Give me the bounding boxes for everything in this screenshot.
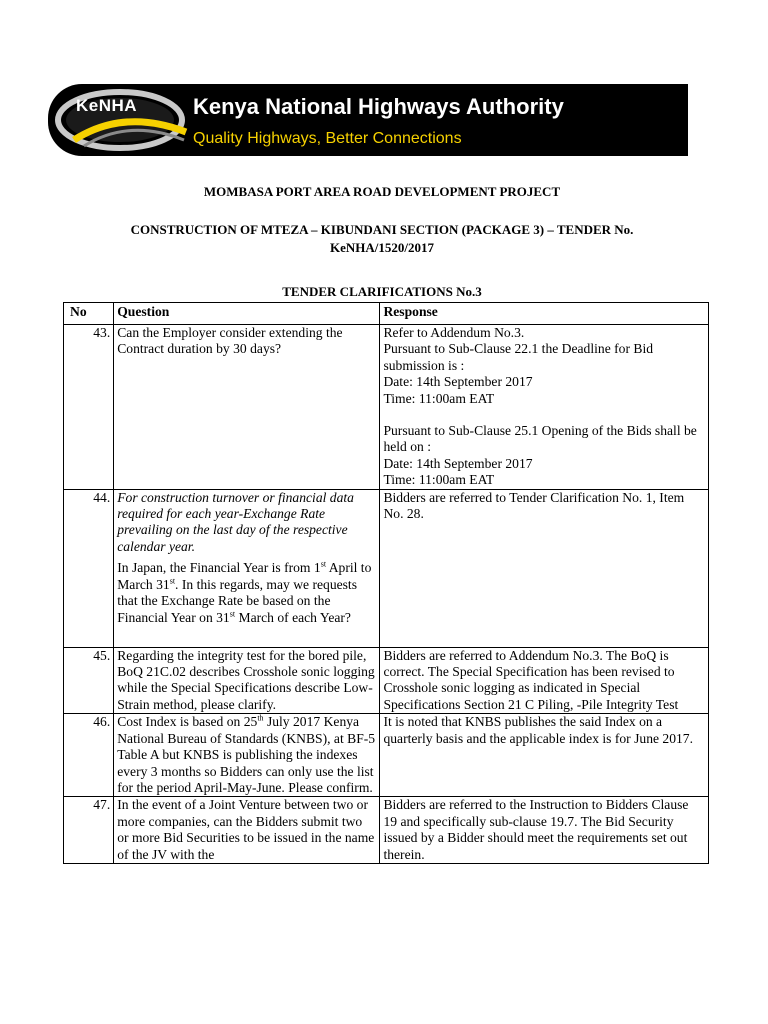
org-name: Kenya National Highways Authority (193, 94, 564, 119)
question-text-italic: For construction turnover or financial data required for each year-Exchange Rate prevailing on the last day of the respective calendar year. (117, 489, 354, 554)
table-row (64, 489, 709, 647)
question-text: Regarding the integrity test for the bored pile, BoQ 21C.02 describes Crosshole sonic logging while the Special Specifications describe Low-Strain method, please clarify. (117, 647, 375, 712)
question-text: In Japan, the Financial Year is from 1st April to March 31st. In this regards, may we requests that the Exchange Rate be based on the Financial Year on 31st March of each Year? (117, 559, 372, 625)
question-text: In the event of a Joint Venture between two or more companies, can the Bidders submit two or more Bid Securities to be issued in the name of the JV with the (117, 797, 375, 862)
response-text: Bidders are referred to the Instruction to Bidders Clause 19 and specifically sub-clause 19.7. The Bid Security issued by a Bidder should meet the requirements set out therein. (383, 797, 689, 862)
clarifications-table (63, 302, 709, 864)
section-title-line1: CONSTRUCTION OF MTEZA – KIBUNDANI SECTION (PACKAGE 3) – TENDER No. (130, 222, 634, 237)
header-question: Question (114, 303, 380, 325)
row-question (114, 647, 380, 714)
response-line: Refer to Addendum No.3. (383, 325, 525, 340)
row-response (380, 489, 709, 647)
response-line: Date: 14th September 2017 (383, 374, 533, 390)
row-number: 45. (64, 647, 114, 714)
response-text: Bidders are referred to Addendum No.3. The BoQ is correct. The Special Specification has been revised to Crosshole sonic logging as indicated in Special Specifications Section 21 C Piling, -Pile Integrity Test (383, 647, 679, 712)
row-question (114, 489, 380, 647)
table-header-row (64, 303, 709, 325)
row-number: 44. (64, 489, 114, 647)
response-text: It is noted that KNBS publishes the said Index on a quarterly basis and the applicable index is for June 2017. (383, 714, 694, 746)
header-no: No (64, 303, 114, 325)
row-response (380, 325, 709, 490)
row-question (114, 325, 380, 490)
project-title: MOMBASA PORT AREA ROAD DEVELOPMENT PROJECT (203, 184, 561, 199)
response-line: Time: 11:00am EAT (383, 472, 495, 488)
row-number: 46. (64, 714, 114, 797)
org-tagline: Quality Highways, Better Connections (193, 130, 462, 147)
header-response: Response (380, 303, 709, 325)
response-line: Pursuant to Sub-Clause 25.1 Opening of the Bids shall be held on : (383, 423, 697, 455)
question-text: Cost Index is based on 25th July 2017 Kenya National Bureau of Standards (KNBS), at BF-5 Table A but KNBS is publishing the indexes every 3 months so Bidders can only use the list for the period April-May-June. Please confirm. (117, 713, 376, 795)
table-row (64, 647, 709, 714)
table-row (64, 714, 709, 797)
section-title-line2: KeNHA/1520/2017 (330, 240, 434, 255)
question-text: Can the Employer consider extending the Contract duration by 30 days? (117, 325, 343, 357)
row-number: 47. (64, 797, 114, 864)
row-response (380, 714, 709, 797)
response-line: Pursuant to Sub-Clause 22.1 the Deadline for Bid submission is : (383, 341, 654, 373)
row-number: 43. (64, 325, 114, 490)
table-row (64, 325, 709, 490)
row-question (114, 797, 380, 864)
logo-text: KeNHA (76, 96, 138, 115)
clarification-title: TENDER CLARIFICATIONS No.3 (282, 284, 482, 299)
row-response (380, 797, 709, 864)
response-line: Time: 11:00am EAT (383, 390, 495, 406)
response-text: Bidders are referred to Tender Clarification No. 1, Item No. 28. (383, 489, 685, 522)
row-question (114, 714, 380, 797)
row-response (380, 647, 709, 714)
table-row (64, 797, 709, 864)
response-line: Date: 14th September 2017 (383, 455, 533, 471)
